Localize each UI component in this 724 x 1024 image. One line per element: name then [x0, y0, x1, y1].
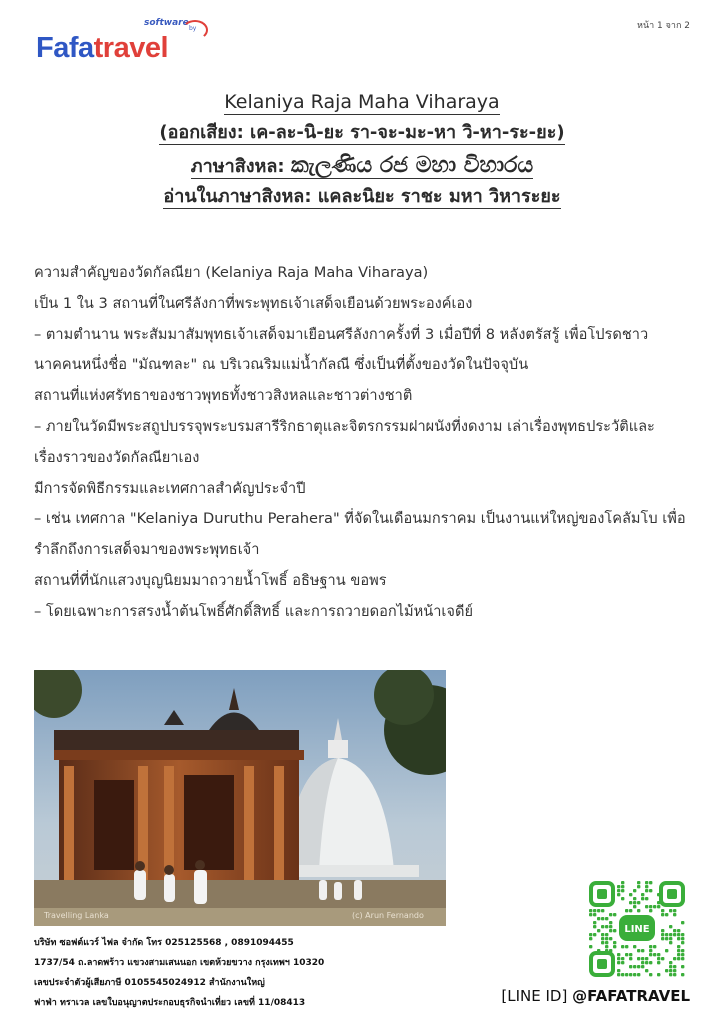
qr-module — [617, 961, 620, 964]
qr-module — [649, 945, 652, 948]
qr-module — [609, 929, 612, 932]
qr-module — [641, 957, 644, 960]
qr-module — [633, 901, 636, 904]
qr-module — [673, 957, 676, 960]
qr-module — [661, 929, 664, 932]
qr-module — [621, 897, 624, 900]
qr-module — [593, 933, 596, 936]
qr-module — [605, 945, 608, 948]
qr-module — [645, 889, 648, 892]
qr-module — [597, 917, 600, 920]
line-id — [501, 987, 690, 1005]
qr-module — [653, 905, 656, 908]
qr-module — [609, 937, 612, 940]
qr-module — [665, 937, 668, 940]
qr-module — [641, 893, 644, 896]
qr-module — [645, 905, 648, 908]
qr-module — [621, 945, 624, 948]
qr-module — [613, 945, 616, 948]
company-line: ฟาฟ่า ทราเวล เลขใบอนุญาตประกอบธุรกิจนำเที่ยว เลขที่ 11/08413 — [34, 998, 306, 1008]
qr-module — [669, 937, 672, 940]
qr-module — [617, 885, 620, 888]
qr-module — [613, 929, 616, 932]
qr-module — [629, 957, 632, 960]
qr-module — [629, 893, 632, 896]
qr-module — [673, 933, 676, 936]
fafatravel-logo — [36, 18, 196, 70]
body-line: นาคคนหนึ่งชื่อ "มัณฑละ" ณ บริเวณริมแม่น้ำกัลณี ซึ่งเป็นที่ตั้งของวัดในปัจจุบัน — [34, 356, 529, 374]
qr-module — [669, 965, 672, 968]
body-line: – โดยเฉพาะการสรงน้ำต้นโพธิ์ศักดิ์สิทธิ์ และการถวายดอกไม้หน้าเจดีย์ — [34, 602, 473, 620]
qr-module — [645, 881, 648, 884]
company-line: บริษัท ซอฟต์แวร์ ไฟล จำกัด โทร 025125568 , 0891094455 — [34, 938, 294, 948]
qr-module — [649, 953, 652, 956]
qr-module — [669, 933, 672, 936]
qr-module — [645, 961, 648, 964]
logo-fafa: Fafa — [36, 32, 94, 64]
qr-module — [589, 913, 592, 916]
qr-module — [669, 909, 672, 912]
page-number: หน้า 1 จาก 2 — [637, 21, 690, 31]
photo-watermark-right: (c) Arun Fernando — [352, 911, 424, 920]
qr-module — [601, 917, 604, 920]
qr-module — [677, 933, 680, 936]
qr-module — [665, 933, 668, 936]
qr-module — [609, 925, 612, 928]
qr-line-label: LINE — [624, 924, 650, 935]
qr-module — [661, 957, 664, 960]
body-line: เรื่องราวของวัดกัลณียาเอง — [34, 448, 200, 466]
qr-module — [609, 913, 612, 916]
qr-module — [601, 909, 604, 912]
qr-module — [645, 897, 648, 900]
qr-module — [657, 905, 660, 908]
qr-module — [589, 945, 592, 948]
qr-module — [601, 941, 604, 944]
qr-module — [661, 909, 664, 912]
document-title: Kelaniya Raja Maha Viharaya — [224, 91, 500, 113]
qr-module — [669, 941, 672, 944]
qr-module — [657, 953, 660, 956]
qr-module — [681, 921, 684, 924]
qr-module — [649, 881, 652, 884]
qr-module — [669, 961, 672, 964]
qr-module — [681, 933, 684, 936]
line-qr-code[interactable] — [588, 880, 686, 978]
qr-module — [641, 897, 644, 900]
qr-module — [601, 933, 604, 936]
headings — [0, 92, 724, 217]
qr-module — [645, 969, 648, 972]
qr-module — [645, 957, 648, 960]
qr-module — [589, 937, 592, 940]
qr-module — [625, 973, 628, 976]
qr-module — [661, 933, 664, 936]
qr-module — [681, 973, 684, 976]
sinhala-label: ภาษาสิงหล: — [190, 155, 291, 177]
qr-module — [629, 909, 632, 912]
qr-module — [637, 901, 640, 904]
qr-module — [629, 965, 632, 968]
qr-module — [621, 889, 624, 892]
qr-module — [621, 881, 624, 884]
qr-module — [641, 949, 644, 952]
qr-module — [637, 965, 640, 968]
logo-wordmark — [36, 32, 168, 65]
qr-module — [673, 969, 676, 972]
qr-module — [633, 945, 636, 948]
body-line: สถานที่แห่งศรัทธาของชาวพุทธทั้งชาวสิงหลและชาวต่างชาติ — [34, 387, 413, 405]
qr-module — [637, 885, 640, 888]
qr-module — [653, 953, 656, 956]
qr-module — [593, 909, 596, 912]
qr-module — [629, 973, 632, 976]
qr-module — [657, 973, 660, 976]
body-text — [34, 258, 700, 628]
qr-module — [617, 957, 620, 960]
qr-module — [605, 933, 608, 936]
qr-module — [677, 945, 680, 948]
qr-module — [617, 969, 620, 972]
qr-module — [649, 961, 652, 964]
body-line: เป็น 1 ใน 3 สถานที่ในศรีลังกาที่พระพุทธเจ้าเสด็จเยือนด้วยพระองค์เอง — [34, 294, 473, 312]
qr-module — [617, 973, 620, 976]
qr-module — [649, 973, 652, 976]
logo-by-text: by — [189, 25, 197, 32]
line-id-handle: @FAFATRAVEL — [572, 987, 690, 1005]
qr-module — [677, 953, 680, 956]
qr-module — [605, 937, 608, 940]
logo-travel: travel — [93, 32, 169, 64]
company-line: 1737/54 ถ.ลาดพร้าว แขวงสามเสนนอก เขตห้วยขวาง กรุงเทพฯ 10320 — [34, 958, 325, 968]
qr-module — [681, 941, 684, 944]
qr-module — [673, 929, 676, 932]
qr-module — [681, 965, 684, 968]
qr-module — [617, 953, 620, 956]
qr-module — [665, 913, 668, 916]
qr-module — [625, 953, 628, 956]
qr-module — [605, 917, 608, 920]
qr-module — [597, 929, 600, 932]
qr-module — [681, 949, 684, 952]
qr-module — [637, 909, 640, 912]
qr-module — [621, 885, 624, 888]
qr-module — [665, 969, 668, 972]
qr-module — [621, 957, 624, 960]
qr-module — [677, 937, 680, 940]
pronunciation-heading: (ออกเสียง: เค-ละ-นิ-ยะ รา-จะ-มะ-หา วิ-หา-ระ-ยะ) — [159, 121, 565, 143]
qr-module — [657, 961, 660, 964]
qr-module — [669, 969, 672, 972]
qr-module — [677, 929, 680, 932]
qr-module — [637, 881, 640, 884]
qr-module — [673, 973, 676, 976]
qr-module — [649, 949, 652, 952]
body-line: มีการจัดพิธีกรรมและเทศกาลสำคัญประจำปี — [34, 479, 306, 497]
qr-module — [589, 909, 592, 912]
qr-module — [633, 973, 636, 976]
qr-module — [681, 957, 684, 960]
qr-module — [677, 949, 680, 952]
qr-module — [597, 909, 600, 912]
qr-module — [649, 889, 652, 892]
qr-module — [621, 961, 624, 964]
company-info — [34, 933, 324, 1013]
qr-module — [589, 933, 592, 936]
qr-module — [669, 973, 672, 976]
qr-module — [625, 909, 628, 912]
qr-module — [661, 937, 664, 940]
body-line: รำลึกถึงการเสด็จมาของพระพุทธเจ้า — [34, 541, 260, 559]
qr-module — [657, 957, 660, 960]
qr-module — [677, 957, 680, 960]
qr-module — [609, 921, 612, 924]
company-line: เลขประจำตัวผู้เสียภาษี 0105545024912 สำนักงานใหญ่ — [34, 978, 265, 988]
body-line: ความสำคัญของวัดกัลณียา (Kelaniya Raja Maha Viharaya) — [34, 264, 429, 281]
qr-module — [641, 965, 644, 968]
qr-module — [673, 965, 676, 968]
qr-module — [661, 913, 664, 916]
qr-module — [605, 941, 608, 944]
body-line: – ภายในวัดมีพระสถูปบรรจุพระบรมสารีริกธาตุและจิตรกรรมฝาผนังที่งดงาม เล่าเรื่องพุทธประวัติและ — [34, 417, 655, 435]
qr-module — [673, 913, 676, 916]
reading-heading: อ่านในภาษาสิงหล: แคละนิยะ ราชะ มหา วิหาระยะ — [163, 185, 561, 207]
qr-module — [633, 889, 636, 892]
qr-module — [633, 905, 636, 908]
body-line: สถานที่ที่นักแสวงบุญนิยมมาถวายน้ำโพธิ์ อธิษฐาน ขอพร — [34, 571, 387, 589]
qr-module — [621, 973, 624, 976]
sinhala-heading — [191, 153, 533, 179]
qr-module — [617, 893, 620, 896]
qr-module — [649, 905, 652, 908]
qr-module — [681, 953, 684, 956]
line-id-prefix: [LINE ID] — [501, 987, 573, 1005]
logo-software-text: software — [144, 18, 189, 28]
qr-module — [629, 901, 632, 904]
qr-module — [633, 897, 636, 900]
qr-module — [625, 945, 628, 948]
qr-module — [633, 965, 636, 968]
photo-watermark-left: Travelling Lanka — [44, 911, 109, 920]
qr-module — [641, 961, 644, 964]
qr-module — [665, 949, 668, 952]
qr-module — [613, 941, 616, 944]
qr-module — [593, 913, 596, 916]
qr-module — [637, 949, 640, 952]
body-line: – เช่น เทศกาล "Kelaniya Duruthu Perahera" ที่จัดในเดือนมกราคม เป็นงานแห่ใหญ่ของโคลัมโบ เพื่อ — [34, 510, 686, 528]
qr-module — [645, 885, 648, 888]
body-line: – ตามตำนาน พระสัมมาสัมพุทธเจ้าเสด็จมาเยือนศรีลังกาครั้งที่ 3 เมื่อปีที่ 8 หลังตรัสรู้ เพื่อโปรดชาว — [34, 325, 649, 343]
qr-module — [593, 925, 596, 928]
qr-module — [681, 937, 684, 940]
qr-module — [601, 937, 604, 940]
qr-module — [613, 913, 616, 916]
qr-module — [601, 925, 604, 928]
qr-module — [649, 909, 652, 912]
qr-module — [637, 957, 640, 960]
sinhala-text: කැලණිය රජ මහා විහාරය — [290, 152, 534, 178]
qr-module — [593, 921, 596, 924]
qr-module — [669, 925, 672, 928]
qr-module — [617, 889, 620, 892]
qr-module — [605, 925, 608, 928]
qr-module — [653, 945, 656, 948]
qr-module — [629, 953, 632, 956]
temple-photo — [34, 670, 446, 926]
qr-module — [637, 973, 640, 976]
qr-module — [673, 909, 676, 912]
